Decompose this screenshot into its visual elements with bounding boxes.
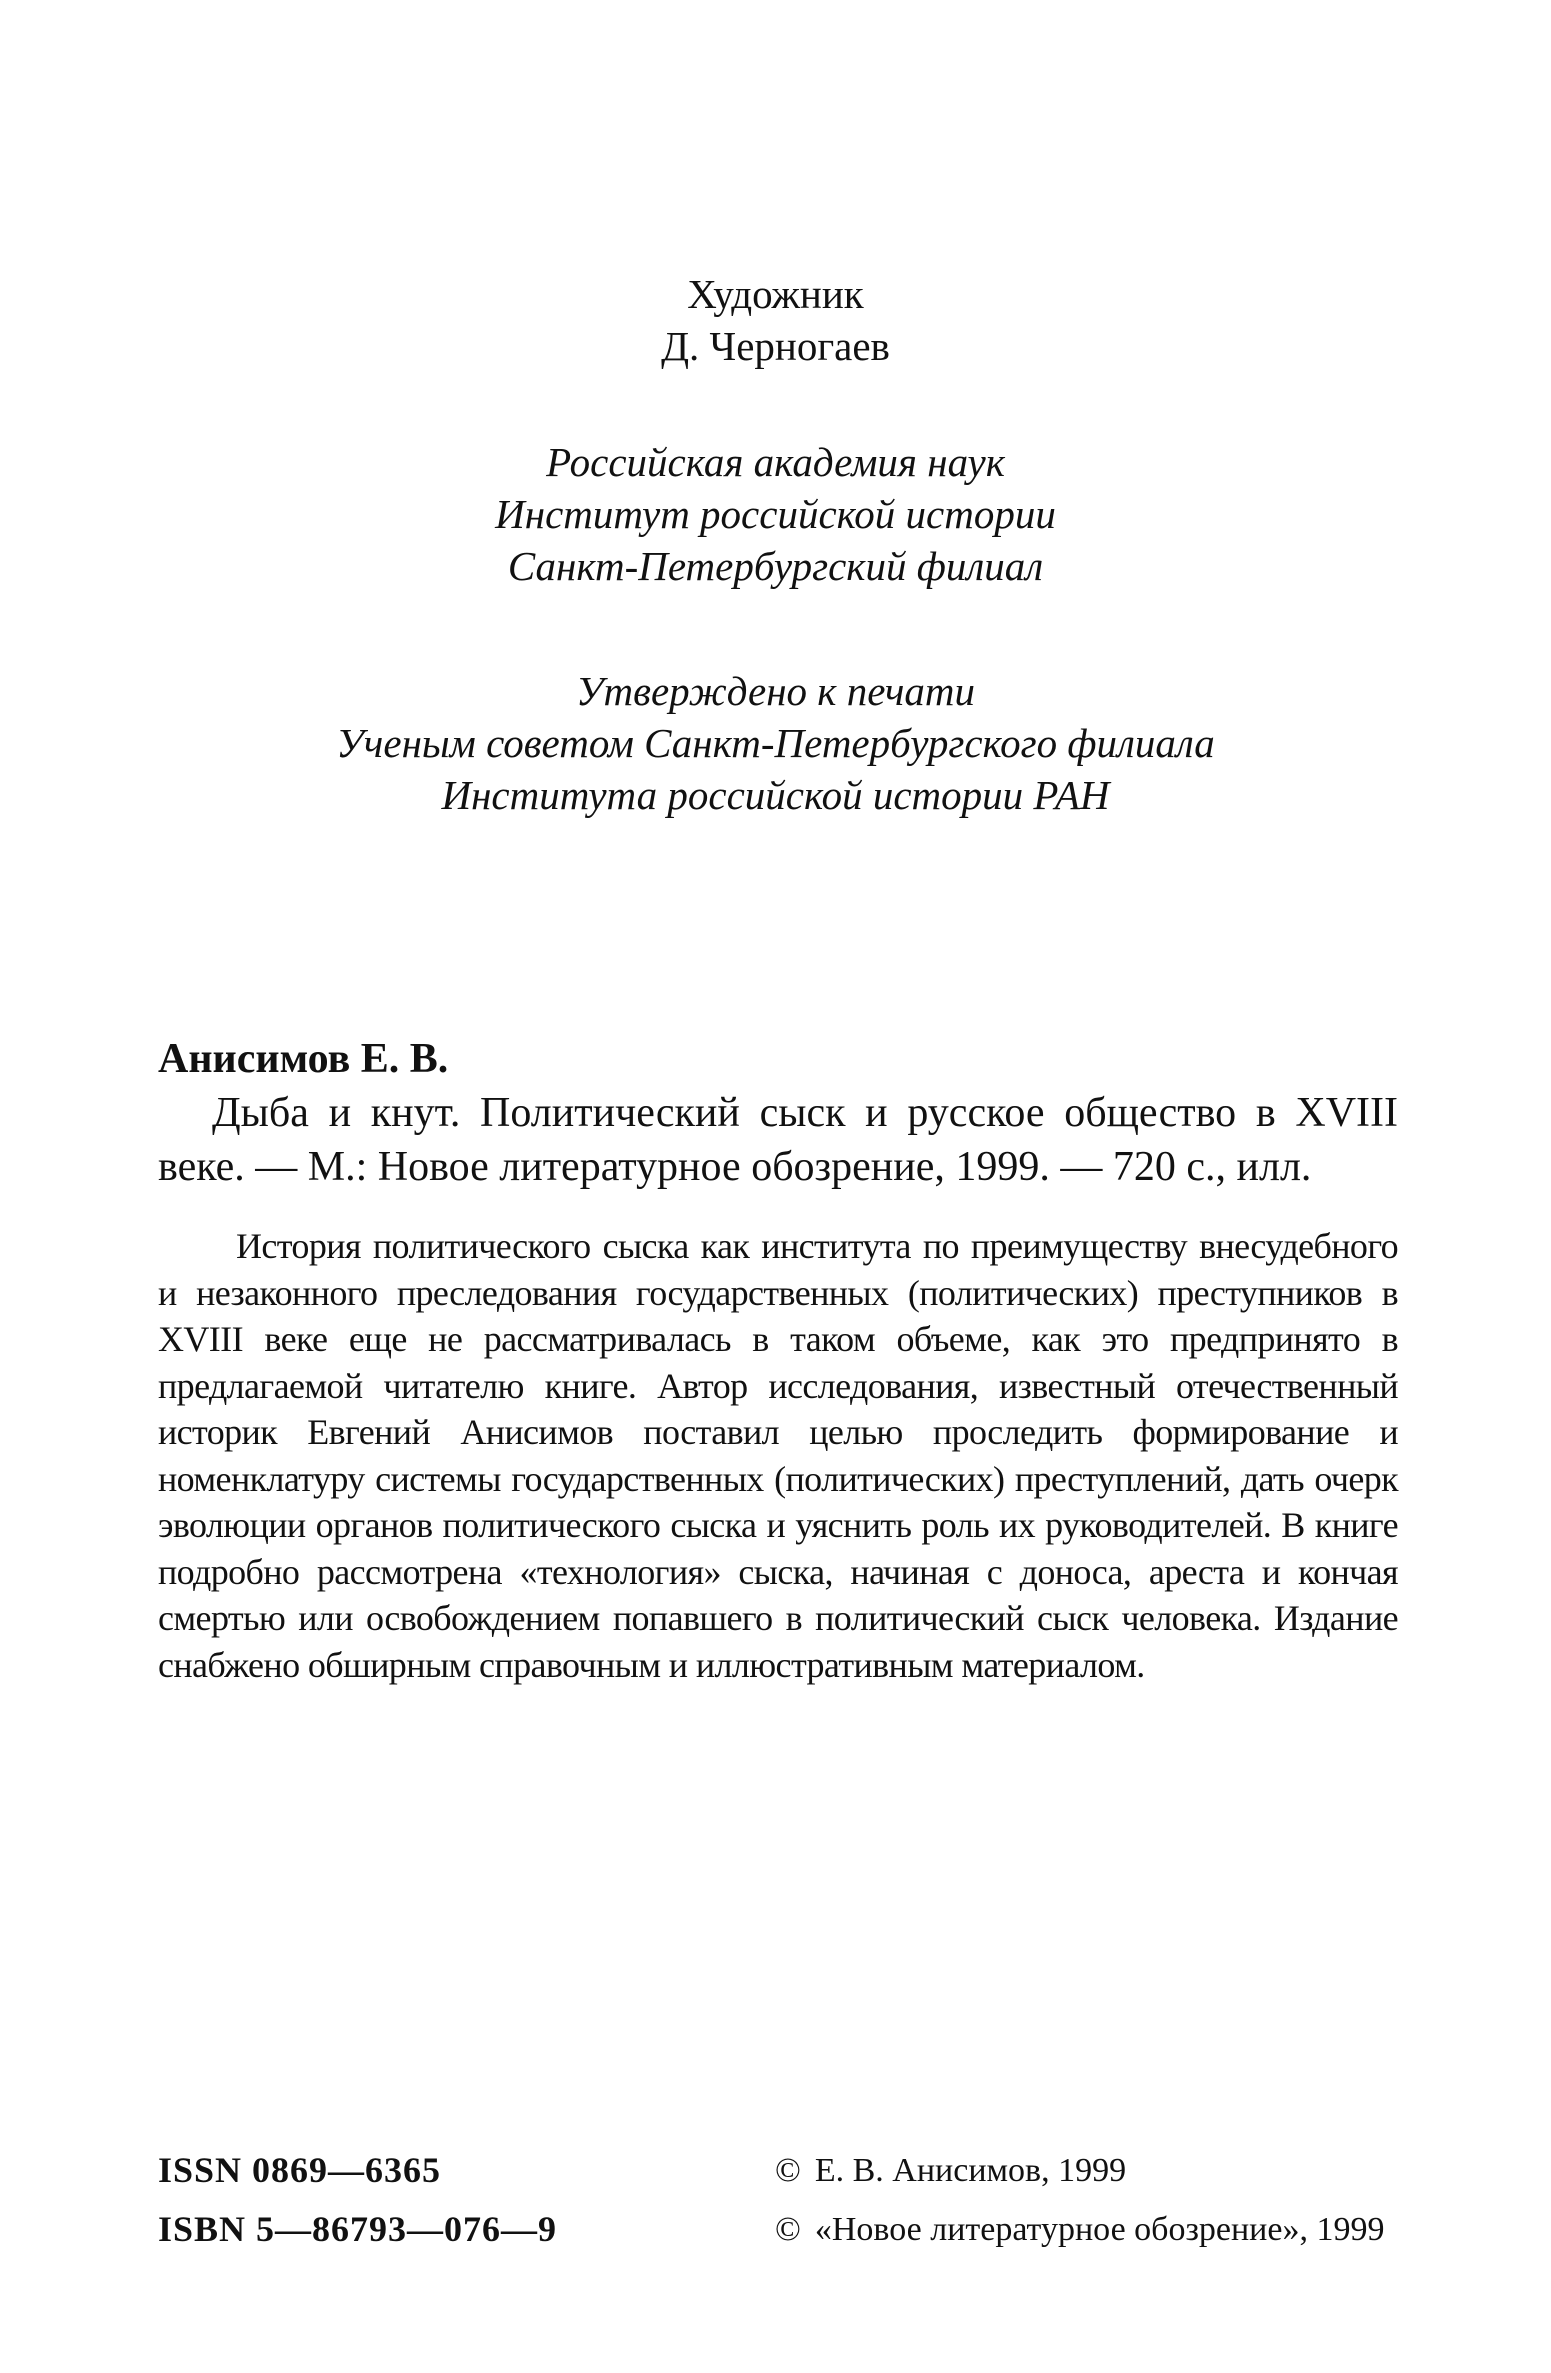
issn: ISSN 0869—6365 xyxy=(158,2150,442,2190)
copyright-author-text: Е. В. Анисимов, 1999 xyxy=(814,2152,1127,2189)
annotation-paragraph: История политического сыска как института по преимуществу внесудебного и незаконного преследования государственных (политических) преступников в XVIII веке еще не рассматривалась в таком объеме, как это предпринято в предлагаемой читателю книге. Автор исследования, известный отечественный историк Евгений Анисимов поставил целью проследить формирование и номенклатуру системы государственных (политических) преступлений, дать очерк эволюции органов политического сыска и уяснить роль их руководителей. В книге подробно рассмотрена «технология» сыска, начиная с доноса, ареста и кончая смертью или освобождением попавшего в политический сыск человека. Издание снабжено обширным справочным и иллюстративным материалом. xyxy=(158,1226,1398,1685)
bib-entry: Дыба и кнут. Политический сыск и русское общество в XVIII веке. — М.: Новое литературное обозрение, 1999. — 720 с., илл. xyxy=(158,1090,1398,1190)
copyright-author xyxy=(775,2141,1384,2200)
org-line: Российская академия наук xyxy=(546,439,1005,485)
org-line: Институт российской истории xyxy=(495,491,1056,537)
copyright-block xyxy=(775,2141,1384,2259)
copyright-publisher xyxy=(775,2200,1384,2259)
approval-line: Утверждено к печати xyxy=(575,668,976,714)
artist-credit xyxy=(0,268,1551,372)
identifiers xyxy=(158,2141,557,2259)
organization-block xyxy=(0,436,1551,592)
copyright-symbol: © xyxy=(775,2152,801,2189)
isbn: ISBN 5—86793—076—9 xyxy=(158,2209,558,2249)
approval-line: Ученым советом Санкт-Петербургского филиала xyxy=(336,720,1215,766)
artist-name: Д. Черногаев xyxy=(661,323,890,369)
bib-author: Анисимов Е. В. xyxy=(158,1036,449,1082)
artist-role: Художник xyxy=(687,271,864,317)
org-line: Санкт-Петербургский филиал xyxy=(507,543,1044,589)
copyright-symbol: © xyxy=(775,2211,801,2248)
approval-line: Института российской истории РАН xyxy=(441,772,1110,818)
copyright-publisher-text: «Новое литературное обозрение», 1999 xyxy=(814,2211,1385,2248)
bibliographic-record xyxy=(158,1032,1398,1194)
approval-block xyxy=(0,665,1551,821)
